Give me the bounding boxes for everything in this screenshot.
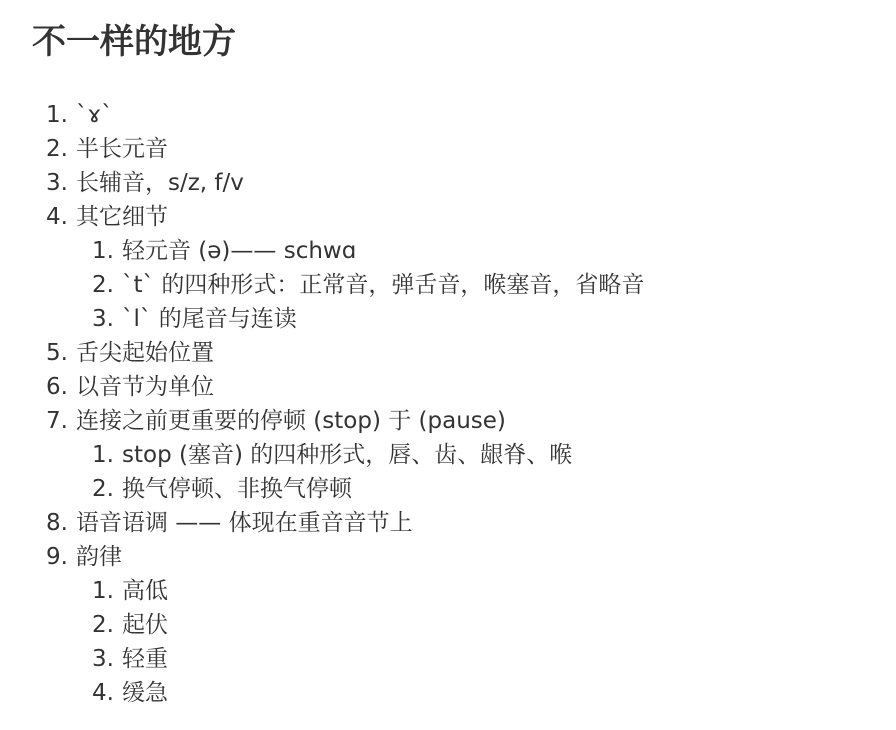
item-number: 2.	[92, 272, 114, 298]
sublist	[46, 574, 886, 710]
list-item	[46, 404, 886, 506]
item-text: 其它细节	[76, 204, 168, 230]
item-number: 6.	[46, 374, 68, 400]
item-number: 2.	[92, 476, 114, 502]
list-item	[46, 166, 886, 200]
item-number: 3.	[46, 170, 68, 196]
page-title: 不一样的地方	[32, 22, 236, 62]
item-text: 换气停顿、非换气停顿	[122, 476, 352, 502]
sublist-item	[92, 642, 886, 676]
item-text: 舌尖起始位置	[76, 340, 214, 366]
item-text: `t` 的四种形式：正常音，弹舌音，喉塞音，省略音	[122, 272, 645, 298]
item-number: 2.	[46, 136, 68, 162]
sublist-item	[92, 438, 886, 472]
item-number: 3.	[92, 306, 114, 332]
item-text: 连接之前更重要的停顿 (stop) 于 (pause)	[76, 408, 506, 434]
item-text: `ɤ`	[76, 102, 113, 128]
item-number: 1.	[92, 442, 114, 468]
item-number: 7.	[46, 408, 68, 434]
item-text: 缓急	[122, 680, 168, 706]
item-text: stop (塞音) 的四种形式，唇、齿、龈脊、喉	[122, 442, 573, 468]
item-text: 韵律	[76, 544, 122, 570]
outline-list	[46, 98, 886, 710]
item-text: `l` 的尾音与连读	[122, 306, 297, 332]
sublist-item	[92, 268, 886, 302]
item-number: 1.	[46, 102, 68, 128]
item-text: 半长元音	[76, 136, 168, 162]
item-number: 9.	[46, 544, 68, 570]
sublist	[46, 438, 886, 506]
list-item	[46, 506, 886, 540]
sublist-item	[92, 302, 886, 336]
item-number: 5.	[46, 340, 68, 366]
item-number: 3.	[92, 646, 114, 672]
sublist-item	[92, 234, 886, 268]
sublist-item	[92, 472, 886, 506]
list-item	[46, 200, 886, 336]
list-item	[46, 98, 886, 132]
list-item	[46, 336, 886, 370]
item-text: 高低	[122, 578, 168, 604]
item-text: 语音语调 —— 体现在重音音节上	[76, 510, 413, 536]
item-number: 1.	[92, 238, 114, 264]
item-number: 4.	[92, 680, 114, 706]
item-text: 轻元音 (ə)—— schwɑ	[122, 238, 357, 264]
item-number: 4.	[46, 204, 68, 230]
sublist	[46, 234, 886, 336]
sublist-item	[92, 574, 886, 608]
item-text: 轻重	[122, 646, 168, 672]
item-number: 8.	[46, 510, 68, 536]
item-text: 长辅音，s/z, f/v	[76, 170, 244, 196]
list-item	[46, 132, 886, 166]
item-number: 2.	[92, 612, 114, 638]
item-text: 以音节为单位	[76, 374, 214, 400]
list-item	[46, 370, 886, 404]
sublist-item	[92, 608, 886, 642]
item-number: 1.	[92, 578, 114, 604]
item-text: 起伏	[122, 612, 168, 638]
list-item	[46, 540, 886, 710]
sublist-item	[92, 676, 886, 710]
